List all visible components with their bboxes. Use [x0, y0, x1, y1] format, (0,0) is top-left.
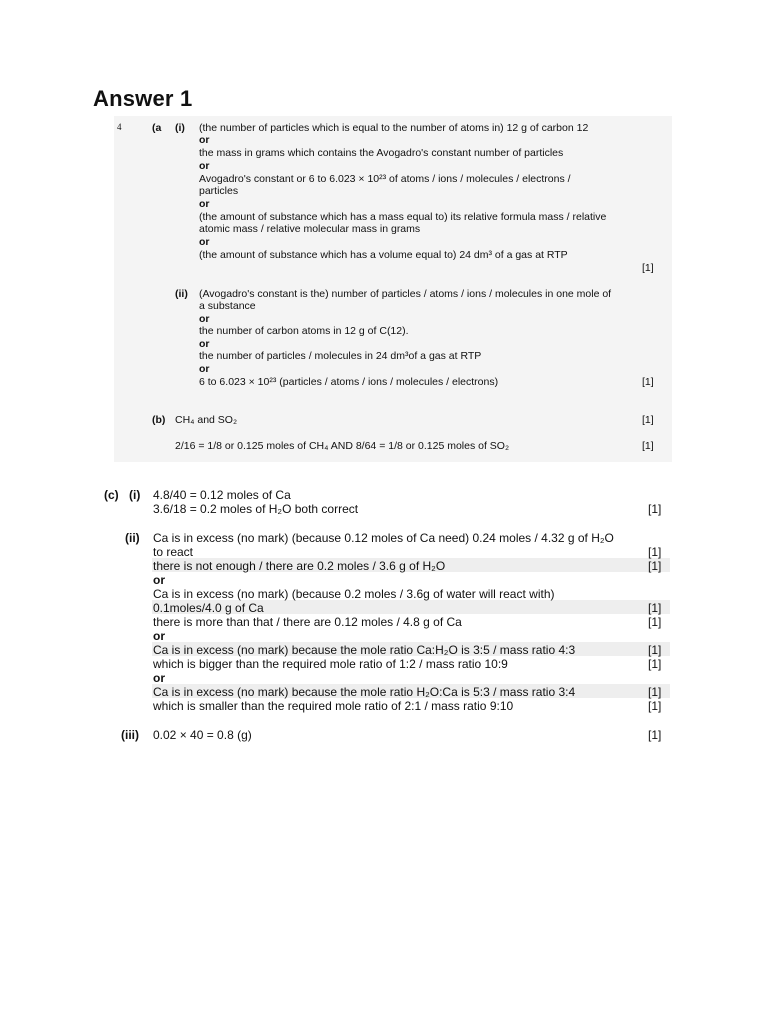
a-i-line: atomic mass / relative molecular mass in grams [199, 223, 421, 235]
mark: [1] [648, 502, 662, 516]
c-ii-line: there is not enough / there are 0.2 moles / 3.6 g of H₂O [153, 559, 446, 573]
c-ii-line: Ca is in excess (no mark) (because 0.12 moles of Ca need) 0.24 moles / 4.32 g of H₂O [153, 531, 614, 545]
c-i-line: 3.6/18 = 0.2 moles of H₂O both correct [153, 502, 359, 516]
a-ii-or: or [199, 363, 210, 375]
mark: [1] [648, 685, 662, 699]
a-i-or: or [199, 236, 210, 248]
part-a-i-label: (i) [175, 122, 185, 134]
a-i-line: the mass in grams which contains the Avogadro's constant number of particles [199, 147, 564, 159]
mark: [1] [648, 728, 662, 742]
page-title: Answer 1 [93, 86, 193, 111]
c-ii-line: Ca is in excess (no mark) because the mole ratio H₂O:Ca is 5:3 / mass ratio 3:4 [153, 685, 576, 699]
mark: [1] [642, 262, 654, 274]
a-ii-line: the number of particles / molecules in 24 dm³of a gas at RTP [199, 350, 482, 362]
c-ii-line: 0.1moles/4.0 g of Ca [153, 601, 264, 615]
part-c-ii-label: (ii) [125, 531, 140, 545]
c-ii-line: Ca is in excess (no mark) (because 0.2 moles / 3.6g of water will react with) [153, 587, 555, 601]
a-i-line: (the number of particles which is equal to the number of atoms in) 12 g of carbon 12 [199, 122, 589, 134]
c-ii-line: Ca is in excess (no mark) because the mole ratio Ca:H₂O is 3:5 / mass ratio 4:3 [153, 643, 576, 657]
mark: [1] [648, 545, 662, 559]
part-a-ii-label: (ii) [175, 288, 188, 300]
part-a-label: (a [152, 122, 162, 134]
mark: [1] [642, 440, 654, 452]
a-i-or: or [199, 134, 210, 146]
a-i-line: Avogadro's constant or 6 to 6.023 × 10²³ of atoms / ions / molecules / electrons / [199, 173, 571, 185]
c-ii-or: or [153, 671, 165, 685]
a-i-or: or [199, 160, 210, 172]
mark: [1] [648, 559, 662, 573]
a-ii-or: or [199, 313, 210, 325]
c-ii-line: which is smaller than the required mole ratio of 2:1 / mass ratio 9:10 [153, 699, 514, 713]
b-line: 2/16 = 1/8 or 0.125 moles of CH₄ AND 8/64 = 1/8 or 0.125 moles of SO₂ [175, 440, 510, 452]
part-c-i-label: (i) [129, 488, 141, 502]
c-ii-or: or [153, 629, 165, 643]
a-i-line: particles [199, 185, 239, 197]
mark: [1] [642, 376, 654, 388]
mark: [1] [648, 601, 662, 615]
a-ii-line: the number of carbon atoms in 12 g of C(12). [199, 325, 409, 337]
a-i-or: or [199, 198, 210, 210]
part-b-label: (b) [152, 414, 166, 426]
a-ii-line: 6 to 6.023 × 10²³ (particles / atoms / ions / molecules / electrons) [199, 376, 499, 388]
a-i-line: (the amount of substance which has a mass equal to) its relative formula mass / relative [199, 211, 607, 223]
a-ii-line: a substance [199, 300, 256, 312]
c-ii-line: which is bigger than the required mole ratio of 1:2 / mass ratio 10:9 [153, 657, 508, 671]
a-ii-or: or [199, 338, 210, 350]
mark: [1] [648, 615, 662, 629]
a-ii-line: (Avogadro's constant is the) number of particles / atoms / ions / molecules in one mole of [199, 288, 612, 300]
mark: [1] [648, 643, 662, 657]
c-ii-line: to react [153, 545, 194, 559]
b-line: CH₄ and SO₂ [175, 414, 238, 426]
part-c-label: (c) [104, 488, 119, 502]
c-iii-line: 0.02 × 40 = 0.8 (g) [153, 728, 252, 742]
c-ii-or: or [153, 573, 165, 587]
c-i-line: 4.8/40 = 0.12 moles of Ca [153, 488, 291, 502]
question-number: 4 [117, 122, 122, 132]
mark: [1] [642, 414, 654, 426]
mark: [1] [648, 699, 662, 713]
part-c-iii-label: (iii) [121, 728, 139, 742]
a-i-line: (the amount of substance which has a volume equal to) 24 dm³ of a gas at RTP [199, 249, 568, 261]
c-ii-line: there is more than that / there are 0.12 moles / 4.8 g of Ca [153, 615, 462, 629]
mark: [1] [648, 657, 662, 671]
